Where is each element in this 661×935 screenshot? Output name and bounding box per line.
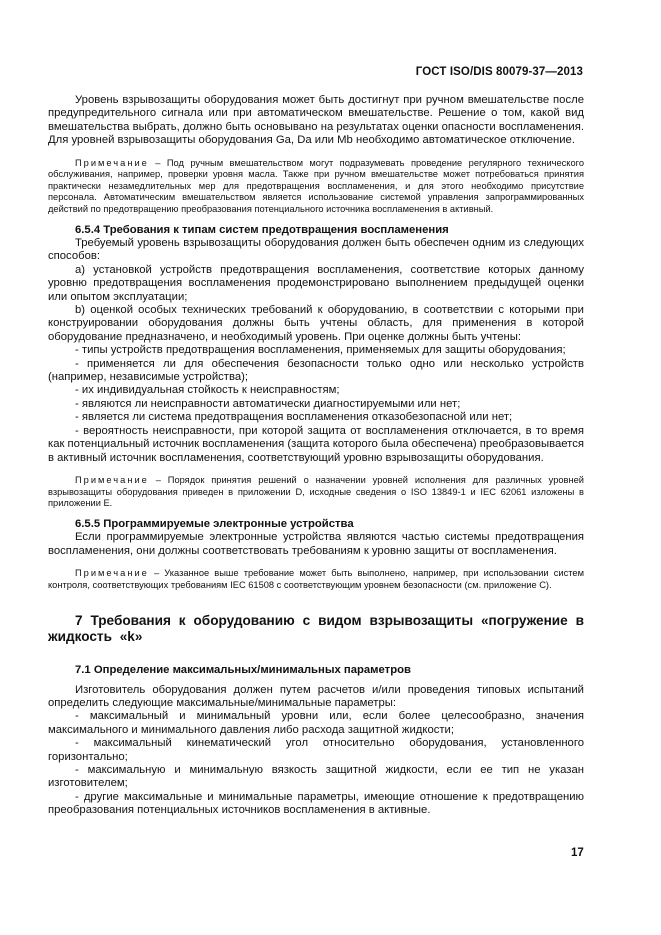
list-item: - максимальную и минимальную вязкость защитной жидкости, если ее тип не указан изготовителем;: [48, 763, 584, 790]
note-label: Примечание: [75, 157, 149, 168]
note-text: – Порядок принятия решений о назначении уровней исполнения для различных уровней взрывозащиты оборудования приведен в приложении D, исходные сведения о ISO 13849-1 и IEC 62061 изложены в приложении E.: [48, 474, 584, 509]
document-header: ГОСТ ISO/DIS 80079-37—2013: [415, 66, 583, 78]
section-heading-7-1: 7.1 Определение максимальных/минимальных параметров: [75, 664, 411, 677]
list-item: - другие максимальные и минимальные параметры, имеющие отношение к предотвращению преобразования потенциальных источников воспламенения в активные.: [48, 790, 584, 817]
document-body: [48, 94, 584, 818]
note: [48, 475, 584, 510]
section-heading-6-5-4: 6.5.4 Требования к типам систем предотвращения воспламенения: [75, 223, 449, 236]
paragraph-item-b: b) оценкой особых технических требований к оборудованию, в соответствии с которыми при конструировании оборудования должны быть учтены область, для применения в которой оборудование предназначено, и необходимый уровень. При оценке должны быть учтены:: [48, 304, 584, 343]
list-item: - вероятность неисправности, при которой защита от воспламенения отключается, в то время как потенциальный источник воспламенения (защита которого была обеспечена) преобразовывается в активный источник воспламенения, соответствующий уровню взрывозащиты оборудования.: [48, 424, 584, 464]
note-text: – Под ручным вмешательством могут подразумевать проведение регулярного технического обслуживания, например, проверки уровня масла. Также при ручном вмешательстве может потребоваться принятия практически незамедлительных мер для предотвращения воспламенения, и для этого необходимо присутствие персонала. Автоматическим вмешательством является использование системой управления запрограммированных действий по предотвращению преобразования потенциального источника воспламенения в активный.: [48, 157, 584, 214]
list-item: - их индивидуальная стойкость к неисправностям;: [75, 384, 340, 397]
note: [48, 158, 584, 216]
paragraph: Если программируемые электронные устройства являются частью системы предотвращения воспламенения, они должны соответствовать требованиям к уровню защиты от воспламенения.: [48, 531, 584, 557]
list-item: - максимальный кинематический угол относительно оборудования, установленного горизонтально;: [48, 737, 584, 763]
paragraph-item-a: a) установкой устройств предотвращения воспламенения, соответствие которых данному уровню предотвращения воспламенения продемонстрировано выполнением предыдущей оценки или опытом эксплуатации;: [48, 263, 584, 303]
note-text: – Указанное выше требование может быть выполнено, например, при использовании систем контроля, соответствующих требованиям IEC 61508 с соответствующим уровнем безопасности (см. приложение C).: [48, 567, 584, 590]
note-label: Примечание: [75, 567, 149, 578]
note-label: Примечание: [75, 474, 149, 485]
page-number: 17: [571, 847, 584, 859]
list-item: - типы устройств предотвращения воспламенения, применяемых для защиты оборудования;: [75, 344, 566, 357]
paragraph: Требуемый уровень взрывозащиты оборудования должен быть обеспечен одним из следующих способов:: [48, 237, 584, 263]
note: [48, 568, 584, 591]
paragraph: Уровень взрывозащиты оборудования может быть достигнут при ручном вмешательстве после предупредительного сигнала или при автоматическом вмешательстве. Решение о том, какой вид вмешательства выбрать, должно быть основывано на результатах оценки опасности воспламенения. Для уровней взрывозащиты оборудования Ga, Da или Mb необходимо автоматическое отключение.: [48, 94, 584, 147]
list-item: - максимальный и минимальный уровни или, если более целесообразно, значения максимального и минимального давления либо расхода защитной жидкости;: [48, 710, 584, 736]
list-item: - является ли система предотвращения воспламенения отказобезопасной или нет;: [75, 411, 513, 424]
section-heading-6-5-5: 6.5.5 Программируемые электронные устройства: [75, 517, 354, 530]
section-heading-7: 7 Требования к оборудованию с видом взрывозащиты «погружение в жидкость «k»: [48, 613, 584, 644]
list-item: - являются ли неисправности автоматически диагностируемыми или нет;: [75, 397, 461, 410]
paragraph: Изготовитель оборудования должен путем расчетов и/или проведения типовых испытаний определить следующие максимальные/минимальные параметры:: [48, 683, 584, 709]
list-item: - применяется ли для обеспечения безопасности только одно или несколько устройств (например, независимые устройства);: [48, 357, 584, 384]
